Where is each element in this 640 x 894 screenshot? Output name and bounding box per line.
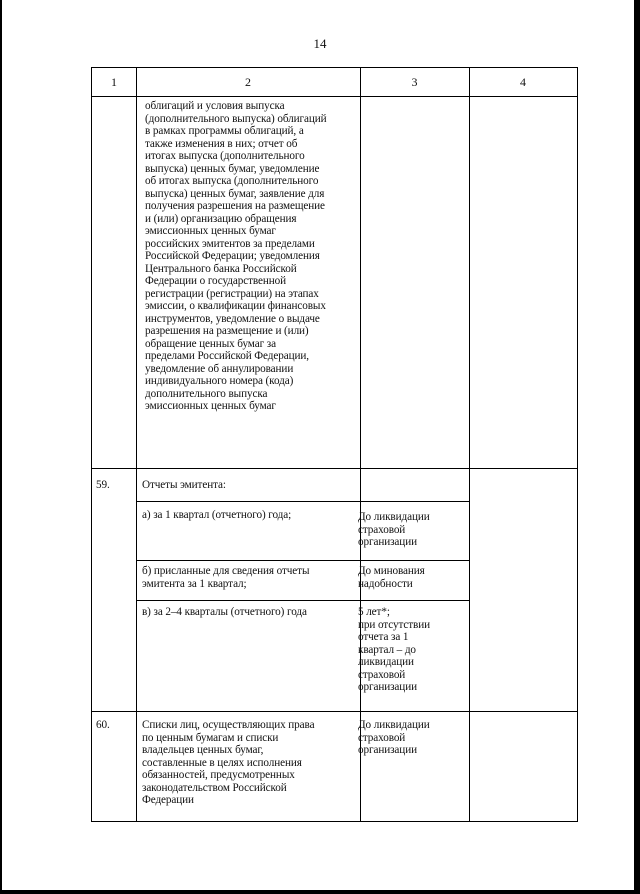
scan-edge-right <box>634 0 640 894</box>
header-col-4: 4 <box>520 75 526 89</box>
row-separator-59-60 <box>92 711 577 712</box>
scan-edge-left <box>0 0 2 894</box>
records-table <box>91 67 578 822</box>
row60-term: До ликвидации страховой организации <box>358 719 430 756</box>
row59-number: 59. <box>96 479 110 491</box>
row59-a-separator <box>136 560 470 561</box>
row59-b-text: б) присланные для сведения отчеты эмитента за 1 квартал; <box>142 565 310 590</box>
row60-text: Списки лиц, осуществляющих права по ценным бумагам и списки владельцев ценных бумаг, составленные в целях исполнения обязанностей, предусмотренных законодательством Российской Федерации <box>142 719 315 806</box>
col-divider-2 <box>360 68 361 821</box>
row-separator-58-59 <box>92 468 577 469</box>
header-separator <box>92 96 577 97</box>
page-number: 14 <box>313 36 327 51</box>
continued-row-text: облигаций и условия выпуска (дополнительного выпуска) облигаций в рамках программы облигаций, а также изменения в них; отчет об итогах выпуска (дополнительного выпуска) ценных бумаг, уведомление об итогах выпуска (дополнительного выпуска) ценных бумаг, заявление для получения разрешения на размещение и (или) организацию обращения эмиссионных ценных бумаг российских эмитентов за пределами Российской Федерации; уведомления Центрального банка Российской Федерации о государственной регистрации (регистрации) на этапах эмиссии, о квалификации финансовых инструментов, уведомление о выдаче разрешения на размещение и (или) обращение ценных бумаг за пределами Российской Федерации, уведомление об аннулировании индивидуального номера (кода) дополнительного выпуска эмиссионных ценных бумаг <box>145 100 327 412</box>
row59-a-term: До ликвидации страховой организации <box>358 511 430 548</box>
row59-b-term: До минования надобности <box>358 565 425 590</box>
col-divider-3 <box>469 68 470 821</box>
header-col-1: 1 <box>111 75 117 89</box>
col-divider-1 <box>136 68 137 821</box>
row59-b-separator <box>136 600 470 601</box>
header-col-2: 2 <box>245 75 251 89</box>
row60-number: 60. <box>96 719 110 731</box>
row59-a-text: а) за 1 квартал (отчетного) года; <box>142 509 292 521</box>
header-col-3: 3 <box>411 75 418 89</box>
row59-title: Отчеты эмитента: <box>142 479 226 491</box>
row59-c-text: в) за 2–4 кварталы (отчетного) года <box>142 606 307 618</box>
row59-title-separator <box>136 501 470 502</box>
scan-edge-bottom <box>0 890 640 894</box>
row59-c-term: 5 лет*; при отсутствии отчета за 1 квартал – до ликвидации страховой организации <box>358 606 430 693</box>
